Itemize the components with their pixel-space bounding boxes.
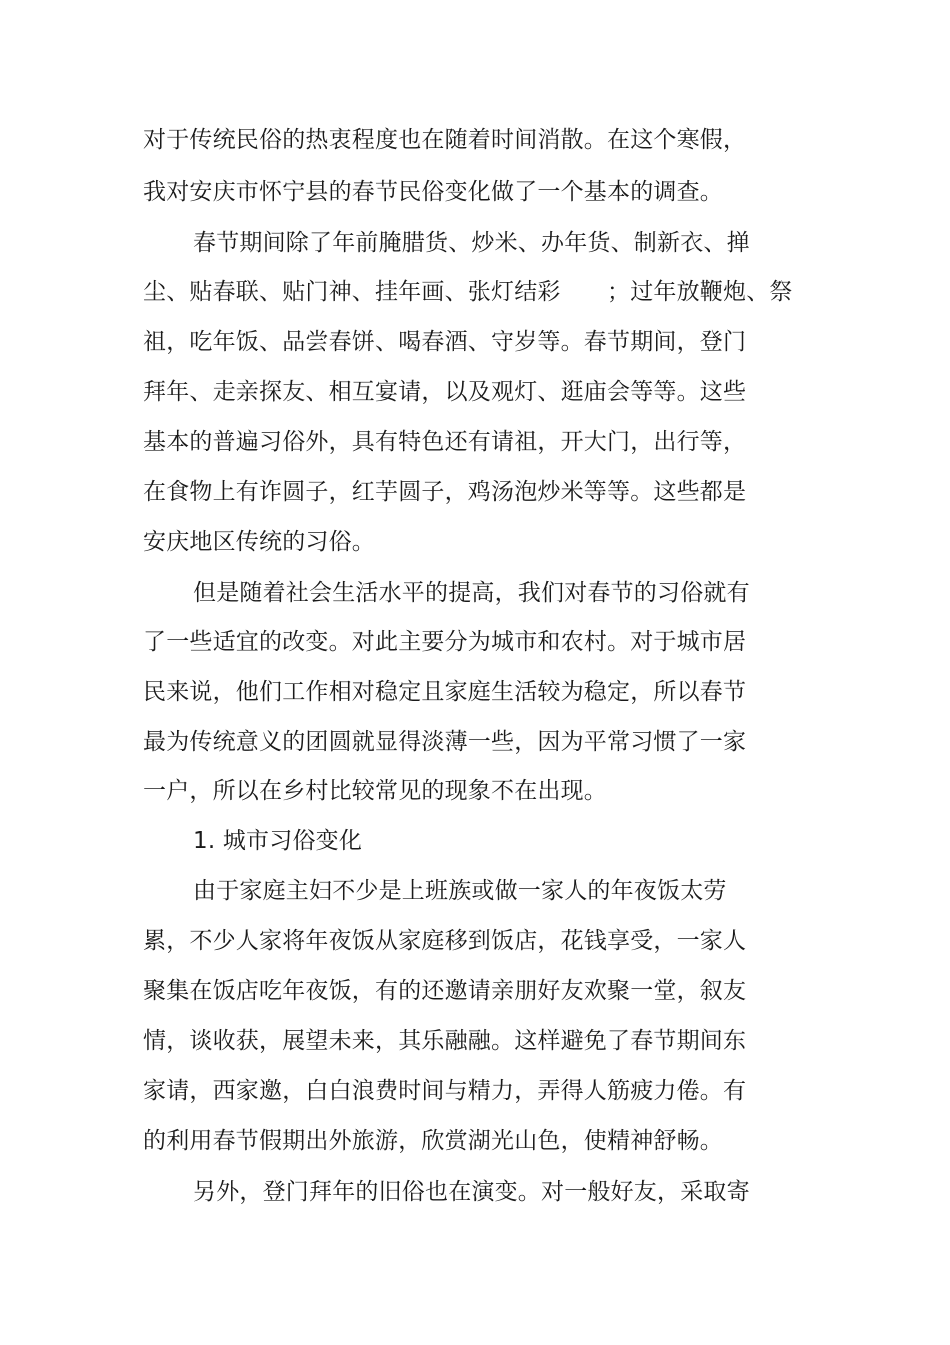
paragraph-start: 春节期间除了年前腌腊货、炒米、办年货、制新衣、掸 <box>193 230 750 256</box>
text-line: 尘、贴春联、贴门神、挂年画、张灯结彩 ；过年放鞭炮、祭 <box>143 279 793 305</box>
text-line: 的利用春节假期出外旅游，欣赏湖光山色，使精神舒畅。 <box>143 1128 723 1154</box>
text-line: 家请，西家邀，白白浪费时间与精力，弄得人筋疲力倦。有 <box>143 1078 747 1104</box>
paragraph-start: 但是随着社会生活水平的提高，我们对春节的习俗就有 <box>193 580 750 606</box>
text-line: 最为传统意义的团圆就显得淡薄一些，因为平常习惯了一家 <box>143 729 747 755</box>
text-line: 安庆地区传统的习俗。 <box>143 529 375 555</box>
text-line: 对于传统民俗的热衷程度也在随着时间消散。在这个寒假， <box>143 127 747 153</box>
paragraph-start: 由于家庭主妇不少是上班族或做一家人的年夜饭太劳 <box>193 878 727 904</box>
text-line: 聚集在饭店吃年夜饭，有的还邀请亲朋好友欢聚一堂，叙友 <box>143 978 747 1004</box>
text-line: 在食物上有诈圆子，红芋圆子，鸡汤泡炒米等等。这些都是 <box>143 479 747 505</box>
text-line: 了一些适宜的改变。对此主要分为城市和农村。对于城市居 <box>143 629 747 655</box>
paragraph-start: 另外，登门拜年的旧俗也在演变。对一般好友，采取寄 <box>193 1179 750 1205</box>
text-line: 一户，所以在乡村比较常见的现象不在出现。 <box>143 778 607 804</box>
text-line: 基本的普遍习俗外，具有特色还有请祖，开大门，出行等， <box>143 429 747 455</box>
text-line: 祖，吃年饭、品尝春饼、喝春酒、守岁等。春节期间，登门 <box>143 329 747 355</box>
text-line: 情，谈收获，展望未来，其乐融融。这样避免了春节期间东 <box>143 1028 747 1054</box>
text-line: 累，不少人家将年夜饭从家庭移到饭店，花钱享受，一家人 <box>143 928 747 954</box>
text-line: 拜年、走亲探友、相互宴请，以及观灯、逛庙会等等。这些 <box>143 379 747 405</box>
text-line: 我对安庆市怀宁县的春节民俗变化做了一个基本的调查。 <box>143 179 723 205</box>
section-heading: 1. 城市习俗变化 <box>193 828 363 854</box>
text-line: 民来说，他们工作相对稳定且家庭生活较为稳定，所以春节 <box>143 679 747 705</box>
